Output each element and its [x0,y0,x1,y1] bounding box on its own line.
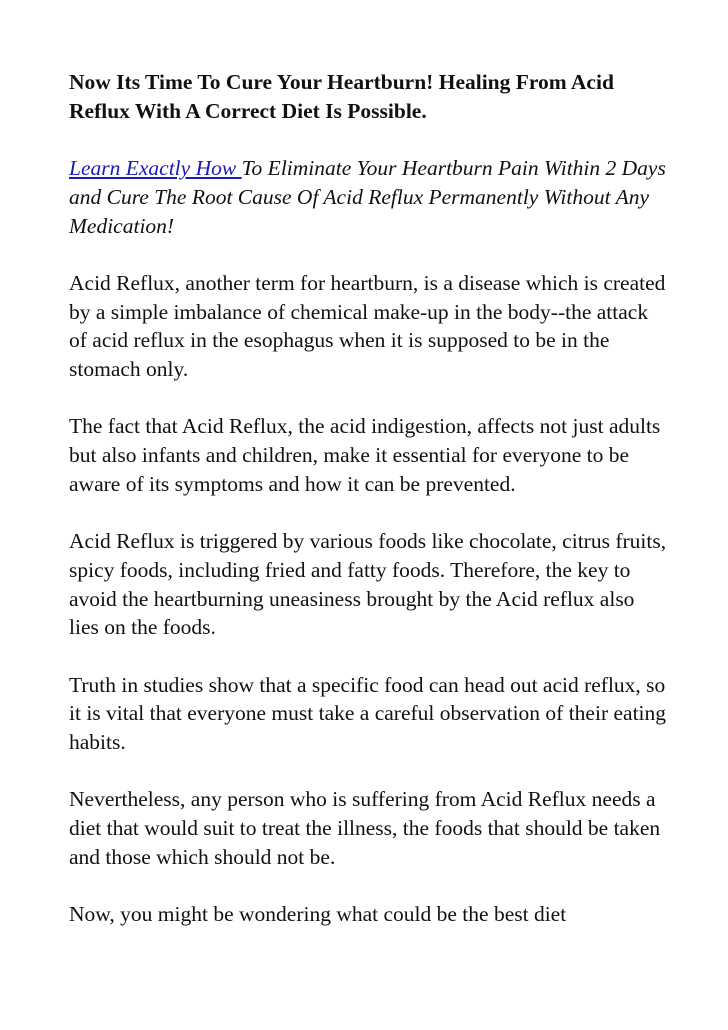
intro-text: To Eliminate Your Heartburn Pain Within 2 Days and Cure The Root Cause Of Acid Reflux Permanently Without Any Medication! [69,156,666,238]
paragraph-studies: Truth in studies show that a specific food can head out acid reflux, so it is vital that everyone must take a careful observation of their eating habits. [69,672,667,755]
document-heading: Now Its Time To Cure Your Heartburn! Healing From Acid Reflux With A Correct Diet Is Possible. [69,70,614,123]
paragraph-best-diet: Now, you might be wondering what could be the best diet [69,902,567,927]
paragraph-trigger-foods: Acid Reflux is triggered by various foods like chocolate, citrus fruits, spicy foods, including fried and fatty foods. Therefore, the key to avoid the heartburning uneasiness brought by the Acid reflux also lies on the foods. [69,529,667,640]
intro-paragraph [69,154,668,240]
paragraph-acid-reflux-definition: Acid Reflux, another term for heartburn, is a disease which is created by a simple imbalance of chemical make-up in the body--the attack of acid reflux in the esophagus when it is supposed to be in the stomach only. [69,270,666,381]
learn-exactly-how-link[interactable]: Learn Exactly How [69,156,242,181]
paragraph-diet-needs: Nevertheless, any person who is suffering from Acid Reflux needs a diet that would suit to treat the illness, the foods that should be taken and those which should not be. [69,787,661,869]
paragraph-affects-everyone: The fact that Acid Reflux, the acid indigestion, affects not just adults but also infants and children, make it essential for everyone to be aware of its symptoms and how it can be prevented. [69,414,661,496]
